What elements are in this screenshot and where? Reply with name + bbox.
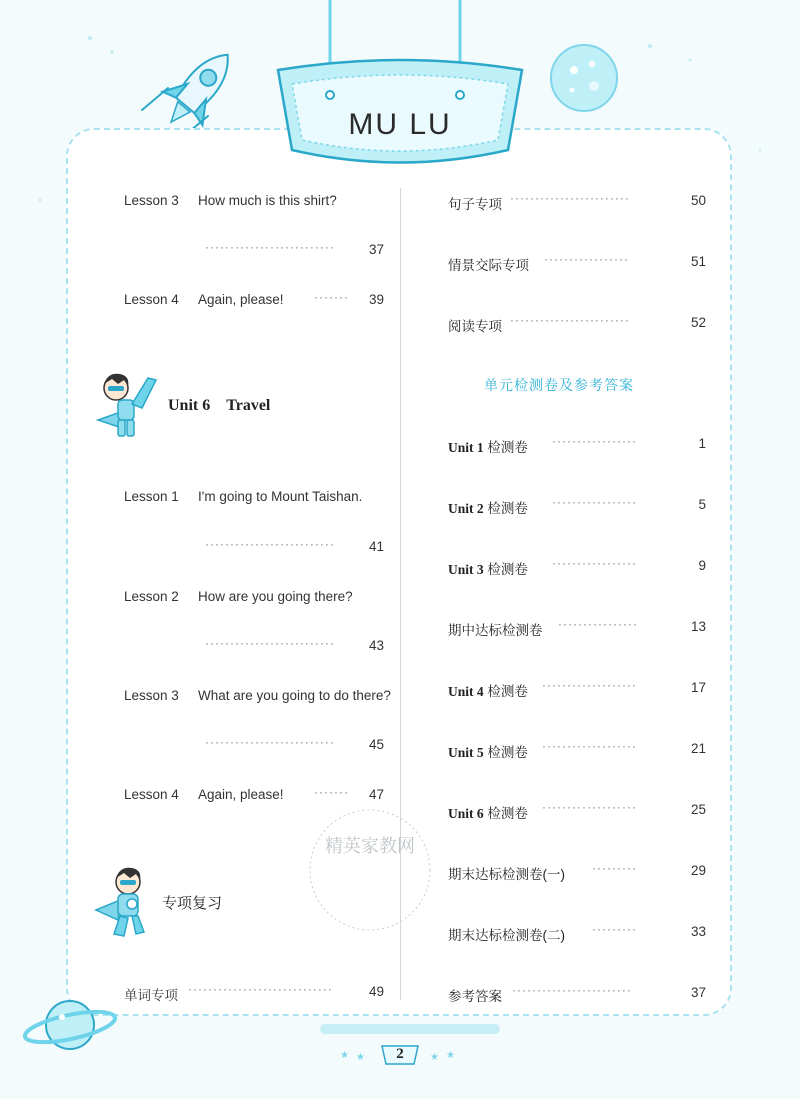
leader-dots: ··················· (542, 739, 637, 753)
saturn-planet-icon (20, 985, 120, 1065)
lesson-label: Lesson 4 (124, 292, 179, 307)
leader-dots: ·························· (205, 636, 335, 650)
toc-entry[interactable] (124, 984, 178, 1004)
lesson-title: How are you going there? (198, 589, 353, 604)
star-icon: ★ (430, 1052, 439, 1063)
leader-dots: ······· (314, 290, 349, 304)
star-icon: ★ (446, 1050, 455, 1061)
page-number: 51 (690, 254, 706, 269)
lesson-title: I'm going to Mount Taishan. (198, 489, 363, 504)
leader-dots: ······· (314, 785, 349, 799)
page-number: 43 (368, 638, 384, 653)
toc-entry[interactable]: 期末达标检测卷(二) (448, 928, 565, 943)
lesson-label: Lesson 3 (124, 193, 179, 208)
page-number: 49 (368, 984, 384, 999)
toc-entry[interactable]: 情景交际专项 (448, 258, 529, 273)
leader-dots: ·························· (205, 735, 335, 749)
lesson-title: Again, please! (198, 292, 284, 307)
leader-dots: ··················· (542, 800, 637, 814)
review-heading: 专项复习 (162, 895, 223, 912)
test-unit: Unit 5 (448, 745, 484, 760)
page-number: 50 (690, 193, 706, 208)
toc-entry[interactable] (448, 558, 528, 578)
toc-entry[interactable] (448, 802, 528, 822)
lesson-label: Lesson 2 (124, 589, 179, 604)
test-label: 检测卷 (487, 745, 528, 760)
test-label: 检测卷 (487, 684, 528, 699)
title-banner (268, 0, 532, 175)
unit-label: Unit 6 (168, 397, 211, 414)
leader-dots: ························ (510, 191, 630, 205)
lesson-title: How much is this shirt? (198, 193, 337, 208)
page-number: 37 (368, 242, 384, 257)
unit-title: Travel (226, 397, 271, 414)
leader-dots: ························ (510, 313, 630, 327)
leader-dots: ··················· (542, 678, 637, 692)
leader-dots: ················· (544, 252, 629, 266)
page-number: 29 (690, 863, 706, 878)
leader-dots: ························ (512, 983, 632, 997)
review-item-label: 单词专项 (124, 988, 178, 1003)
lesson-title: What are you going to do there? (198, 688, 391, 703)
star-icon: ★ (356, 1052, 365, 1063)
leader-dots: ················· (552, 556, 637, 570)
lesson-label: Lesson 4 (124, 787, 179, 802)
superhero-mascot-icon (96, 370, 166, 442)
tests-section-heading: 单元检测卷及参考答案 (484, 377, 634, 393)
toc-entry[interactable]: 期末达标检测卷(一) (448, 867, 565, 882)
leader-dots: ················· (552, 434, 637, 448)
lesson-label: Lesson 1 (124, 489, 179, 504)
page-number: 17 (690, 680, 706, 695)
page-number: 21 (690, 741, 706, 756)
test-unit: Unit 1 (448, 440, 484, 455)
toc-entry[interactable] (448, 680, 528, 700)
page-title: MU LU (348, 108, 452, 141)
page-number: 33 (690, 924, 706, 939)
toc-entry[interactable]: 期中达标检测卷 (448, 623, 543, 638)
page-number: 9 (698, 558, 706, 573)
page-number: 5 (698, 497, 706, 512)
toc-entry[interactable] (448, 741, 528, 761)
superhero-mascot-icon (94, 864, 160, 940)
page-number: 47 (368, 787, 384, 802)
test-unit: Unit 3 (448, 562, 484, 577)
leader-dots: ····························· (188, 982, 333, 996)
test-unit: Unit 2 (448, 501, 484, 516)
stamp-text: 精英家教网 (325, 836, 415, 857)
test-label: 检测卷 (487, 501, 528, 516)
leader-dots: ·························· (205, 537, 335, 551)
page-number: 13 (690, 619, 706, 634)
page-number: 39 (368, 292, 384, 307)
watermark-stamp (300, 800, 440, 940)
test-label: 检测卷 (487, 440, 528, 455)
leader-dots: ················· (552, 495, 637, 509)
lesson-label: Lesson 3 (124, 688, 179, 703)
leader-dots: ················ (558, 617, 638, 631)
unit-heading (168, 397, 270, 415)
toc-entry[interactable]: 句子专项 (448, 197, 502, 212)
rocket-icon (138, 40, 258, 140)
footer-decoration (320, 1024, 500, 1034)
test-label: 检测卷 (487, 806, 528, 821)
page-number: 52 (690, 315, 706, 330)
test-unit: Unit 4 (448, 684, 484, 699)
toc-entry[interactable] (448, 436, 528, 456)
toc-entry[interactable] (448, 497, 528, 517)
page-number: 1 (698, 436, 706, 451)
footer-page-number: 2 (396, 1046, 404, 1062)
page-number: 45 (368, 737, 384, 752)
page-number: 25 (690, 802, 706, 817)
test-label: 检测卷 (487, 562, 528, 577)
leader-dots: ········· (592, 861, 637, 875)
leader-dots: ········· (592, 922, 637, 936)
planet-icon (548, 42, 620, 114)
toc-entry[interactable]: 参考答案 (448, 989, 502, 1004)
lesson-title: Again, please! (198, 787, 284, 802)
toc-entry[interactable]: 阅读专项 (448, 319, 502, 334)
page-number: 37 (690, 985, 706, 1000)
star-icon: ★ (340, 1050, 349, 1061)
leader-dots: ·························· (205, 240, 335, 254)
test-unit: Unit 6 (448, 806, 484, 821)
page-number: 41 (368, 539, 384, 554)
